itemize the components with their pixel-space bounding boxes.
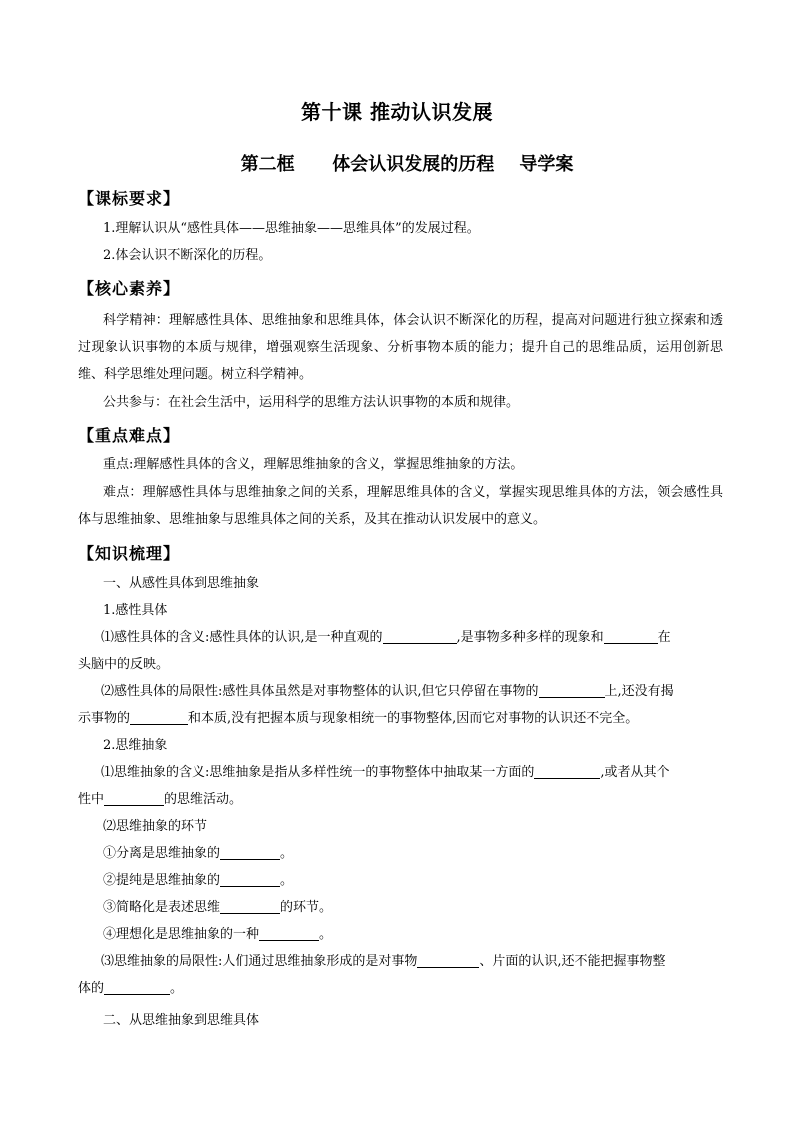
subsection-thinking-abstraction: 2.思维抽象 bbox=[103, 738, 168, 753]
difficult-point-paragraph: 难点：理解感性具体与思维抽象之间的关系，理解思维具体的含义，掌握实现思维具体的方法，领会感性具体与思维抽象、思维抽象与思维具体之间的关系，及其在推动认识发展中的意义。 bbox=[78, 485, 723, 527]
fill-question-s1-p1-line1: ⑴感性具体的含义:感性具体的认识,是一种直观的 ,是事物多种多样的现象和 在 bbox=[101, 630, 671, 645]
answer-blank[interactable] bbox=[534, 764, 600, 779]
answer-blank[interactable] bbox=[130, 710, 188, 725]
key-point-text: 重点:理解感性具体的含义，理解思维抽象的含义，掌握思维抽象的方法。 bbox=[103, 457, 524, 472]
section-subtitle: 第二框 体会认识发展的历程 导学案 bbox=[240, 154, 574, 175]
answer-blank[interactable] bbox=[220, 872, 280, 887]
part-two-title: 二、从思维抽象到思维具体 bbox=[103, 1013, 260, 1028]
heading-knowledge-review: 【知识梳理】 bbox=[78, 544, 181, 563]
heading-core-literacy: 【核心素养】 bbox=[78, 279, 181, 298]
fill-question-s2-p1-line1: ⑴思维抽象的含义:思维抽象是指从多样性统一的事物整体中抽取某一方面的 ,或者从其个 bbox=[101, 765, 670, 780]
requirement-item-2: 2.体会认识不断深化的历程。 bbox=[103, 248, 272, 263]
answer-blank[interactable] bbox=[539, 683, 605, 698]
fill-question-s2-p3-line1: ⑶思维抽象的局限性:人们通过思维抽象形成的是对事物 、片面的认识,还不能把握事物整 bbox=[101, 954, 666, 969]
lesson-title: 第十课 推动认识发展 bbox=[301, 100, 493, 124]
abstraction-step-2: ②提纯是思维抽象的 。 bbox=[103, 873, 294, 888]
answer-blank[interactable] bbox=[417, 953, 479, 968]
answer-blank[interactable] bbox=[104, 791, 164, 806]
answer-blank[interactable] bbox=[104, 980, 170, 995]
heading-curriculum-requirements: 【课标要求】 bbox=[78, 189, 181, 208]
answer-blank[interactable] bbox=[383, 629, 457, 644]
subsection-perceptual-concrete: 1.感性具体 bbox=[103, 603, 168, 618]
fill-question-s1-p2-line1: ⑵感性具体的局限性:感性具体虽然是对事物整体的认识,但它只停留在事物的 上,还没有揭 bbox=[101, 684, 674, 699]
abstraction-steps-title: ⑵思维抽象的环节 bbox=[103, 819, 208, 834]
fill-question-s2-p1-line2: 性中 的思维活动。 bbox=[78, 792, 243, 807]
answer-blank[interactable] bbox=[220, 899, 280, 914]
literacy-public-paragraph: 公共参与：在社会生活中，运用科学的思维方法认识事物的本质和规律。 bbox=[103, 395, 520, 410]
literacy-science-paragraph: 科学精神：理解感性具体、思维抽象和思维具体，体会认识不断深化的历程，提高对问题进行独立探索和透过现象认识事物的本质与规律，增强观察生活现象、分析事物本质的能力；提升自己的思维品质，运用创新思维、科学思维处理问题。树立科学精神。 bbox=[78, 313, 723, 382]
abstraction-step-3: ③简略化是表述思维 的环节。 bbox=[103, 900, 333, 915]
answer-blank[interactable] bbox=[220, 845, 280, 860]
abstraction-step-1: ①分离是思维抽象的 。 bbox=[103, 846, 294, 861]
fill-question-s1-p1-line2: 头脑中的反映。 bbox=[78, 657, 170, 672]
part-one-title: 一、从感性具体到思维抽象 bbox=[103, 576, 260, 591]
fill-question-s2-p3-line2: 体的 。 bbox=[78, 981, 184, 996]
answer-blank[interactable] bbox=[604, 629, 658, 644]
fill-question-s1-p2-line2: 示事物的 和本质,没有把握本质与现象相统一的事物整体,因而它对事物的认识还不完全。 bbox=[78, 711, 639, 726]
answer-blank[interactable] bbox=[259, 926, 319, 941]
requirement-item-1: 1.理解认识从“感性具体——思维抽象——思维具体”的发展过程。 bbox=[103, 221, 480, 236]
abstraction-step-4: ④理想化是思维抽象的一种 。 bbox=[103, 927, 333, 942]
heading-key-difficult-points: 【重点难点】 bbox=[78, 426, 181, 445]
